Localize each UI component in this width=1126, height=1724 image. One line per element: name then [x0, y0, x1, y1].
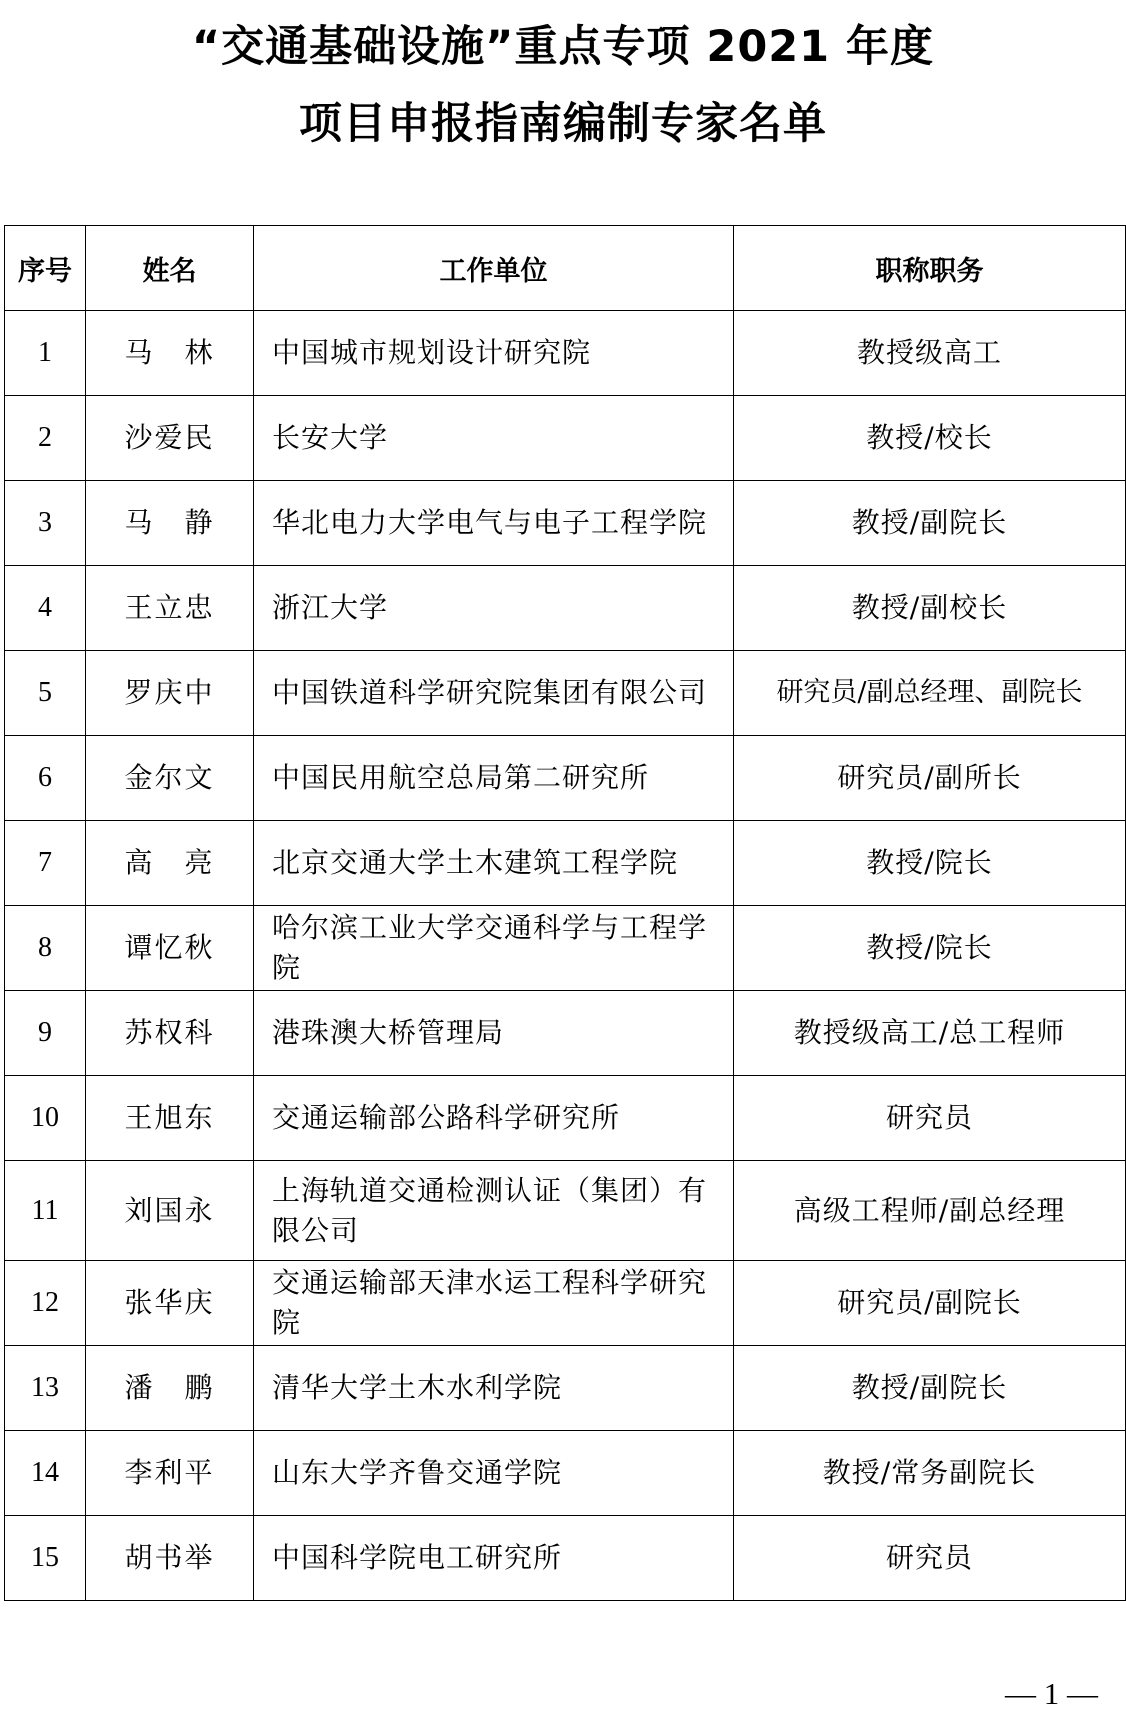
- row-title: 教授级高工/总工程师: [734, 991, 1126, 1076]
- row-name: 李利平: [86, 1431, 254, 1516]
- row-title: 教授/校长: [734, 396, 1126, 481]
- row-index: 9: [5, 991, 86, 1076]
- row-name: 马 静: [86, 481, 254, 566]
- row-name: 金尔文: [86, 736, 254, 821]
- table-row: [5, 1431, 1126, 1516]
- row-name: 马 林: [86, 311, 254, 396]
- row-org: 上海轨道交通检测认证（集团）有限公司: [254, 1161, 734, 1261]
- row-name: 苏权科: [86, 991, 254, 1076]
- row-title: 教授/院长: [734, 906, 1126, 991]
- row-title: 研究员: [734, 1516, 1126, 1601]
- row-name: 张华庆: [86, 1261, 254, 1346]
- header-org: 工作单位: [254, 226, 734, 311]
- table-row: [5, 821, 1126, 906]
- row-org: 中国铁道科学研究院集团有限公司: [254, 651, 734, 736]
- table-row: [5, 1261, 1126, 1346]
- row-title: 教授/院长: [734, 821, 1126, 906]
- document-title-line-1: “交通基础设施”重点专项 2021 年度: [191, 22, 935, 72]
- table-row: [5, 1161, 1126, 1261]
- row-name: 胡书举: [86, 1516, 254, 1601]
- row-index: 14: [5, 1431, 86, 1516]
- row-org: 北京交通大学土木建筑工程学院: [254, 821, 734, 906]
- row-title: 研究员/副总经理、副院长: [734, 651, 1126, 736]
- table-row: [5, 311, 1126, 396]
- table-row: [5, 566, 1126, 651]
- row-index: 7: [5, 821, 86, 906]
- row-index: 11: [5, 1161, 86, 1261]
- table-row: [5, 651, 1126, 736]
- row-index: 15: [5, 1516, 86, 1601]
- row-index: 12: [5, 1261, 86, 1346]
- row-index: 6: [5, 736, 86, 821]
- row-title: 研究员/副所长: [734, 736, 1126, 821]
- table-row: [5, 396, 1126, 481]
- row-index: 13: [5, 1346, 86, 1431]
- row-title: 研究员/副院长: [734, 1261, 1126, 1346]
- table-row: [5, 1346, 1126, 1431]
- row-name: 罗庆中: [86, 651, 254, 736]
- row-org: 山东大学齐鲁交通学院: [254, 1431, 734, 1516]
- header-index: 序号: [5, 226, 86, 311]
- table-row: [5, 736, 1126, 821]
- row-org: 清华大学土木水利学院: [254, 1346, 734, 1431]
- row-index: 10: [5, 1076, 86, 1161]
- row-title: 教授/副校长: [734, 566, 1126, 651]
- row-org: 交通运输部天津水运工程科学研究院: [254, 1261, 734, 1346]
- table-row: [5, 481, 1126, 566]
- row-index: 1: [5, 311, 86, 396]
- row-index: 8: [5, 906, 86, 991]
- row-title: 教授/副院长: [734, 1346, 1126, 1431]
- row-org: 浙江大学: [254, 566, 734, 651]
- table-header-row: [5, 226, 1126, 311]
- row-index: 4: [5, 566, 86, 651]
- table-row: [5, 1076, 1126, 1161]
- row-index: 3: [5, 481, 86, 566]
- row-org: 中国科学院电工研究所: [254, 1516, 734, 1601]
- row-title: 教授级高工: [734, 311, 1126, 396]
- row-title: 教授/常务副院长: [734, 1431, 1126, 1516]
- row-org: 港珠澳大桥管理局: [254, 991, 734, 1076]
- row-org: 华北电力大学电气与电子工程学院: [254, 481, 734, 566]
- table-row: [5, 1516, 1126, 1601]
- header-title: 职称职务: [734, 226, 1126, 311]
- row-name: 刘国永: [86, 1161, 254, 1261]
- row-index: 5: [5, 651, 86, 736]
- table-row: [5, 906, 1126, 991]
- row-title: 教授/副院长: [734, 481, 1126, 566]
- row-org: 中国城市规划设计研究院: [254, 311, 734, 396]
- row-name: 沙爱民: [86, 396, 254, 481]
- row-org: 中国民用航空总局第二研究所: [254, 736, 734, 821]
- expert-list-table: [4, 225, 1126, 1601]
- row-name: 王旭东: [86, 1076, 254, 1161]
- row-title: 高级工程师/副总经理: [734, 1161, 1126, 1261]
- row-index: 2: [5, 396, 86, 481]
- row-org: 长安大学: [254, 396, 734, 481]
- row-name: 王立忠: [86, 566, 254, 651]
- row-org: 交通运输部公路科学研究所: [254, 1076, 734, 1161]
- row-name: 潘 鹏: [86, 1346, 254, 1431]
- row-name: 谭忆秋: [86, 906, 254, 991]
- document-title-line-2: 项目申报指南编制专家名单: [299, 99, 827, 149]
- header-name: 姓名: [86, 226, 254, 311]
- row-name: 高 亮: [86, 821, 254, 906]
- row-title: 研究员: [734, 1076, 1126, 1161]
- page-number: — 1 —: [1005, 1676, 1098, 1711]
- table-row: [5, 991, 1126, 1076]
- row-org: 哈尔滨工业大学交通科学与工程学院: [254, 906, 734, 991]
